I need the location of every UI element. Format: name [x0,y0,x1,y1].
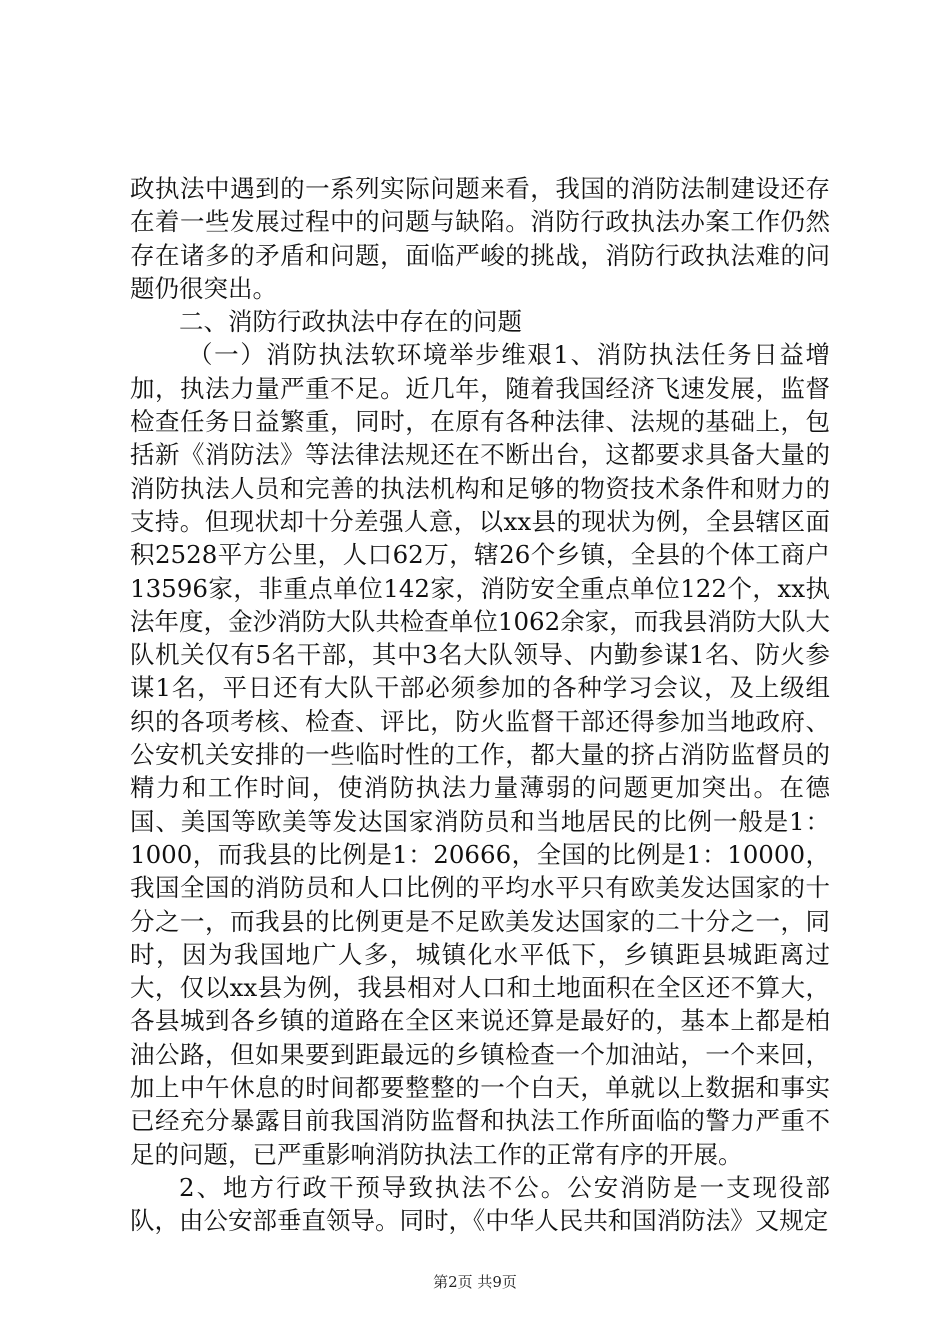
paragraph-item-two: 2、地方行政干预导致执法不公。公安消防是一支现役部队，由公安部垂直领导。同时，《中华人民共和国消防法》又规定 [130,1172,830,1236]
document-body [130,172,830,1238]
paragraph-subsection-one: （一）消防执法软环境举步维艰1、消防执法任务日益增加，执法力量严重不足。近几年，随着我国经济飞速发展，监督检查任务日益繁重，同时，在原有各种法律、法规的基础上，包括新《消防法》等法律法规还在不断出台，这都要求具备大量的消防执法人员和完善的执法机构和足够的物资技术条件和财力的支持。但现状却十分差强人意，以xx县的现状为例，全县辖区面积2528平方公里，人口62万，辖26个乡镇，全县的个体工商户13596家，非重点单位142家，消防安全重点单位122个，xx执法年度，金沙消防大队共检查单位1062余家，而我县消防大队大队机关仅有5名干部，其中3名大队领导、内勤参谋1名、防火参谋1名，平日还有大队干部必须参加的各种学习会议，及上级组织的各项考核、检查、评比，防火监督干部还得参加当地政府、公安机关安排的一些临时性的工作，都大量的挤占消防监督员的精力和工作时间，使消防执法力量薄弱的问题更加突出。在德国、美国等欧美等发达国家消防员和当地居民的比例一般是1：1000，而我县的比例是1：20666，全国的比例是1：10000，我国全国的消防员和人口比例的平均水平只有欧美发达国家的十分之一，而我县的比例更是不足欧美发达国家的二十分之一，同时，因为我国地广人多，城镇化水平低下，乡镇距县城距离过大，仅以xx县为例，我县相对人口和土地面积在全区还不算大，各县城到各乡镇的道路在全区来说还算是最好的，基本上都是柏油公路，但如果要到距最远的乡镇检查一个加油站，一个来回，加上中午休息的时间都要整整的一个白天，单就以上数据和事实已经充分暴露目前我国消防监督和执法工作所面临的警力严重不足的问题，已严重影响消防执法工作的正常有序的开展。 [130,340,830,1169]
section-heading: 二、消防行政执法中存在的问题 [179,307,522,337]
page-footer: 第2页 共9页 [433,1273,517,1291]
paragraph-continuation: 政执法中遇到的一系列实际问题来看，我国的消防法制建设还存在着一些发展过程中的问题与缺陷。消防行政执法办案工作仍然存在诸多的矛盾和问题，面临严峻的挑战，消防行政执法难的问题仍很突出。 [130,174,830,303]
